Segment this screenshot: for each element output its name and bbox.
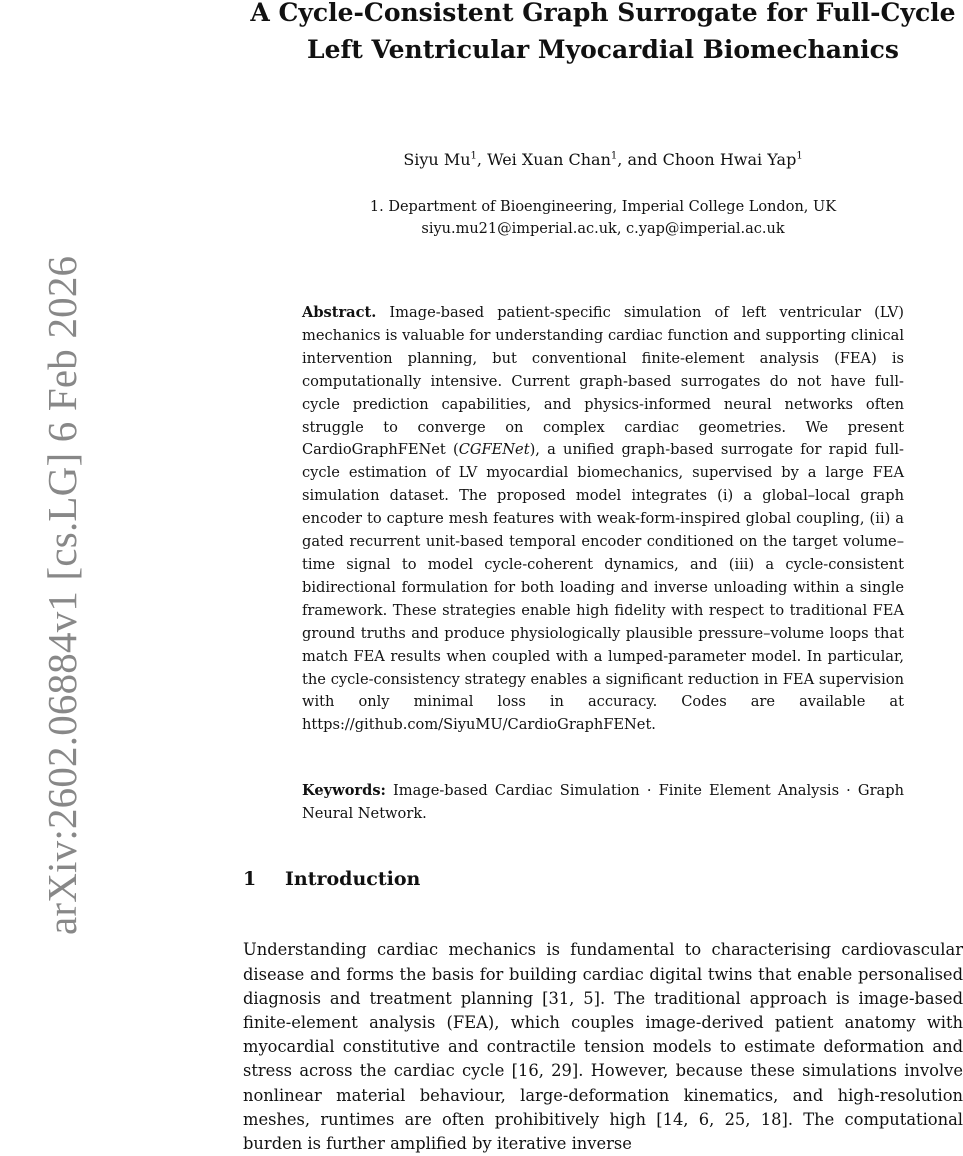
arxiv-side-stamp: arXiv:2602.06884v1 [cs.LG] 6 Feb 2026	[39, 255, 85, 935]
author-name: Choon Hwai Yap	[662, 150, 797, 169]
abstract-text: Image-based patient-specific simulation of left ventricular (LV) mechanics is valuable for understanding cardiac function and supporting clinical intervention planning, but conventional finite-element analysis (FEA) is computationally intensive. Current graph-based surrogates do not have full-cycle prediction capabilities, and physics-informed neural networks often struggle to converge on complex cardiac geometries. We present CardioGraphFENet (	[302, 304, 904, 459]
paper-title: A Cycle-Consistent Graph Surrogate for Full-Cycle Left Ventricular Myocardial Biomechanics	[250, 0, 956, 64]
keywords	[302, 780, 904, 826]
section-heading	[243, 868, 420, 890]
keywords-text: Image-based Cardiac Simulation · Finite Element Analysis · Graph Neural Network.	[302, 782, 904, 822]
abstract-label: Abstract.	[302, 304, 377, 321]
intro-paragraph: Understanding cardiac mechanics is fundamental to characterising cardiovascular disease and forms the basis for building cardiac digital twins that enable personalised diagnosis and treatment planning [31, 5]. The traditional approach is image-based finite-element analysis (FEA), which couples image-derived patient anatomy with myocardial constitutive and contractile tension models to estimate deformation and stress across the cardiac cycle [16, 29]. However, because these simulations involve nonlinear material behaviour, large-deformation kinematics, and high-resolution meshes, runtimes are often prohibitively high [14, 6, 25, 18]. The computational burden is further amplified by iterative inverse	[243, 940, 963, 1153]
author-affil-mark: 1	[470, 150, 477, 162]
affiliation-block	[243, 196, 963, 240]
author-affil-mark: 1	[610, 150, 618, 162]
author-name: Siyu Mu	[403, 150, 471, 169]
affiliation: 1. Department of Bioengineering, Imperial College London, UK	[369, 199, 837, 215]
author-list	[243, 150, 963, 169]
contact-emails: siyu.mu21@imperial.ac.uk, c.yap@imperial.ac.uk	[421, 221, 785, 237]
section-number: 1	[243, 868, 257, 890]
section-title: Introduction	[285, 868, 421, 890]
abstract-text-continued: ), a unified graph-based surrogate for rapid full-cycle estimation of LV myocardial biomechanics, supervised by a large FEA simulation dataset. The proposed model integrates (i) a global–local graph encoder to capture mesh features with weak-form-inspired global coupling, (ii) a gated recurrent unit-based temporal encoder conditioned on the target volume–time signal to model cycle-coherent dynamics, and (iii) a cycle-consistent bidirectional formulation for both loading and inverse unloading within a single framework. These strategies enable high fidelity with respect to traditional FEA ground truths and produce physiologically plausible pressure–volume loops that match FEA results when coupled with a lumped-parameter model. In particular, the cycle-consistency strategy enables a significant reduction in FEA supervision with only minimal loss in accuracy. Codes are available at https://github.com/SiyuMU/CardioGraphFENet.	[302, 441, 904, 734]
author-affil-mark: 1	[796, 150, 803, 162]
keywords-label: Keywords:	[302, 782, 386, 799]
author-separator: , and	[617, 150, 663, 169]
author-name: Wei Xuan Chan	[487, 150, 611, 169]
author-separator: ,	[476, 150, 488, 169]
model-acronym: CGFENet	[458, 441, 530, 459]
abstract	[302, 302, 904, 737]
